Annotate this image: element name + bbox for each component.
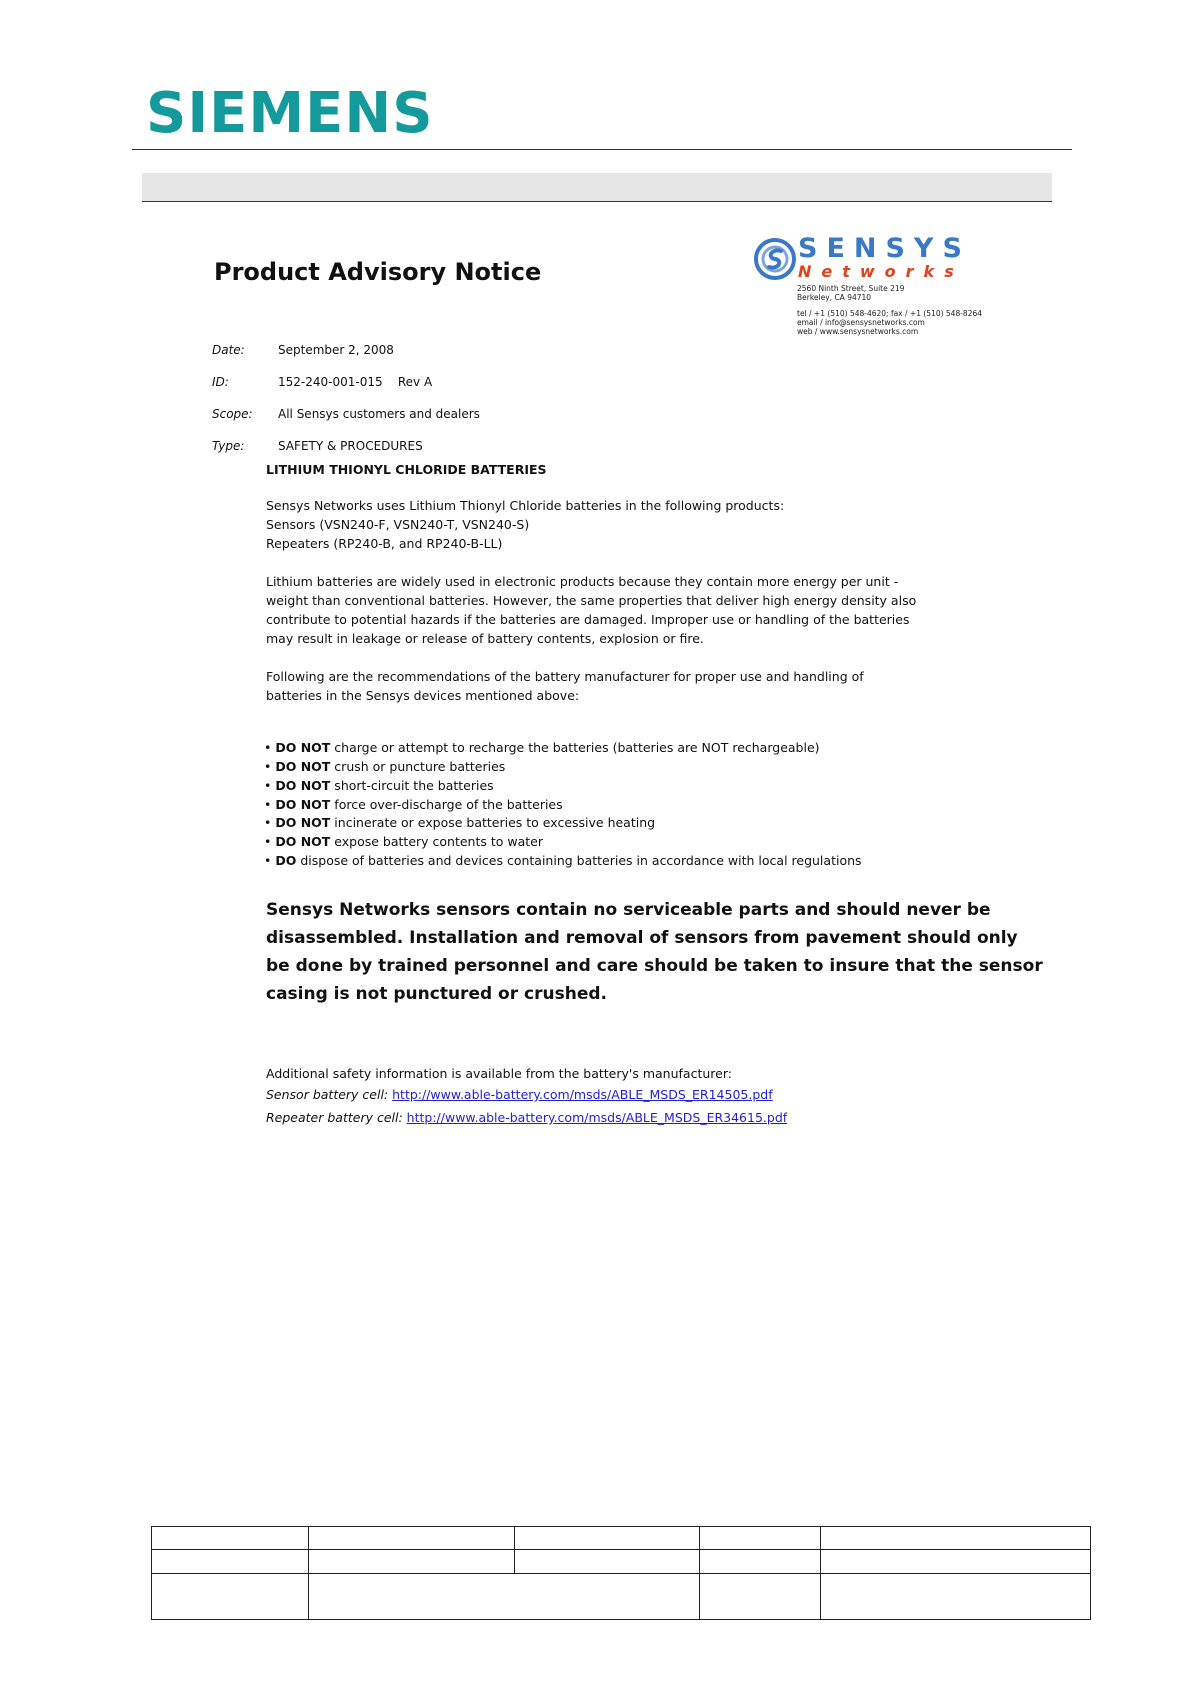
id-label: ID: [212,375,229,389]
header-divider [132,149,1072,150]
bullet-item: • DO NOT crush or puncture batteries [264,759,506,774]
page-title: Product Advisory Notice [214,258,542,286]
additional-info: Additional safety information is available from the battery's manufacturer: [266,1066,732,1081]
scope-value: All Sensys customers and dealers [278,407,480,421]
warning-line: be done by trained personnel and care should be taken to insure that the sensor [266,956,1043,976]
bullet-item: • DO NOT force over-discharge of the batteries [264,797,563,812]
contact-web: web / www.sensysnetworks.com [797,327,919,336]
warning-line: Sensys Networks sensors contain no serviceable parts and should never be [266,900,991,920]
bullet-item: • DO NOT incinerate or expose batteries to excessive heating [264,815,656,830]
body-line: contribute to potential hazards if the batteries are damaged. Improper use or handling of the batteries [266,612,910,627]
body-line: weight than conventional batteries. However, the same properties that deliver high energy density also [266,593,917,608]
networks-logo-text: Networks [798,262,964,281]
footer-cell [152,1574,309,1620]
repeater-battery-link-row [266,1110,787,1125]
bullet-item: • DO NOT charge or attempt to recharge the batteries (batteries are NOT rechargeable) [264,740,820,755]
body-line: Sensors (VSN240-F, VSN240-T, VSN240-S) [266,517,530,532]
footer-cell [821,1550,1091,1574]
footer-cell [821,1574,1091,1620]
bullet-item: • DO dispose of batteries and devices containing batteries in accordance with local regulations [264,853,862,868]
repeater-battery-label: Repeater battery cell: [266,1110,403,1125]
footer-cell [700,1527,821,1550]
footer-cell [700,1574,821,1620]
siemens-logo: SIEMENS [146,81,434,146]
sensor-battery-link[interactable]: http://www.able-battery.com/msds/ABLE_MSDS_ER14505.pdf [392,1087,773,1102]
footer-table [151,1526,1091,1620]
header-band [142,173,1052,202]
bullet-item: • DO NOT expose battery contents to water [264,834,544,849]
body-line: Lithium batteries are widely used in electronic products because they contain more energy per unit - [266,574,899,589]
footer-cell [152,1550,309,1574]
sensys-logo-text: SENSYS [798,233,971,264]
repeater-battery-link[interactable]: http://www.able-battery.com/msds/ABLE_MSDS_ER34615.pdf [406,1110,788,1125]
contact-phone: tel / +1 (510) 548-4620; fax / +1 (510) 548-8264 [797,309,983,318]
footer-cell [152,1527,309,1550]
body-line: may result in leakage or release of battery contents, explosion or fire. [266,631,704,646]
warning-paragraph [266,896,1043,1008]
footer-cell [309,1574,700,1620]
id-value: 152-240-001-015 Rev A [278,375,433,389]
footer-cell [309,1550,515,1574]
footer-cell [700,1550,821,1574]
type-value: SAFETY & PROCEDURES [278,439,423,453]
contact-email: email / info@sensysnetworks.com [797,318,925,327]
body-line: batteries in the Sensys devices mentioned above: [266,688,580,703]
footer-cell [821,1527,1091,1550]
footer-cell [515,1527,700,1550]
type-label: Type: [212,439,245,453]
scope-label: Scope: [212,407,253,421]
date-value: September 2, 2008 [278,343,394,357]
sensor-battery-label: Sensor battery cell: [266,1087,389,1102]
contact-address: 2560 Ninth Street, Suite 219 [797,284,905,293]
body-line: Repeaters (RP240-B, and RP240-B-LL) [266,536,503,551]
footer-cell [309,1527,515,1550]
section-heading: LITHIUM THIONYL CHLORIDE BATTERIES [266,462,547,477]
footer-cell [515,1550,700,1574]
warning-line: disassembled. Installation and removal of sensors from pavement should only [266,928,1018,948]
date-label: Date: [212,343,245,357]
sensor-battery-link-row [266,1087,773,1102]
contact-city: Berkeley, CA 94710 [797,293,872,302]
sensys-logo-mark [754,238,796,280]
warning-line: casing is not punctured or crushed. [266,984,607,1004]
body-line: Sensys Networks uses Lithium Thionyl Chloride batteries in the following products: [266,498,785,513]
bullet-item: • DO NOT short-circuit the batteries [264,778,494,793]
body-line: Following are the recommendations of the battery manufacturer for proper use and handling of [266,669,864,684]
